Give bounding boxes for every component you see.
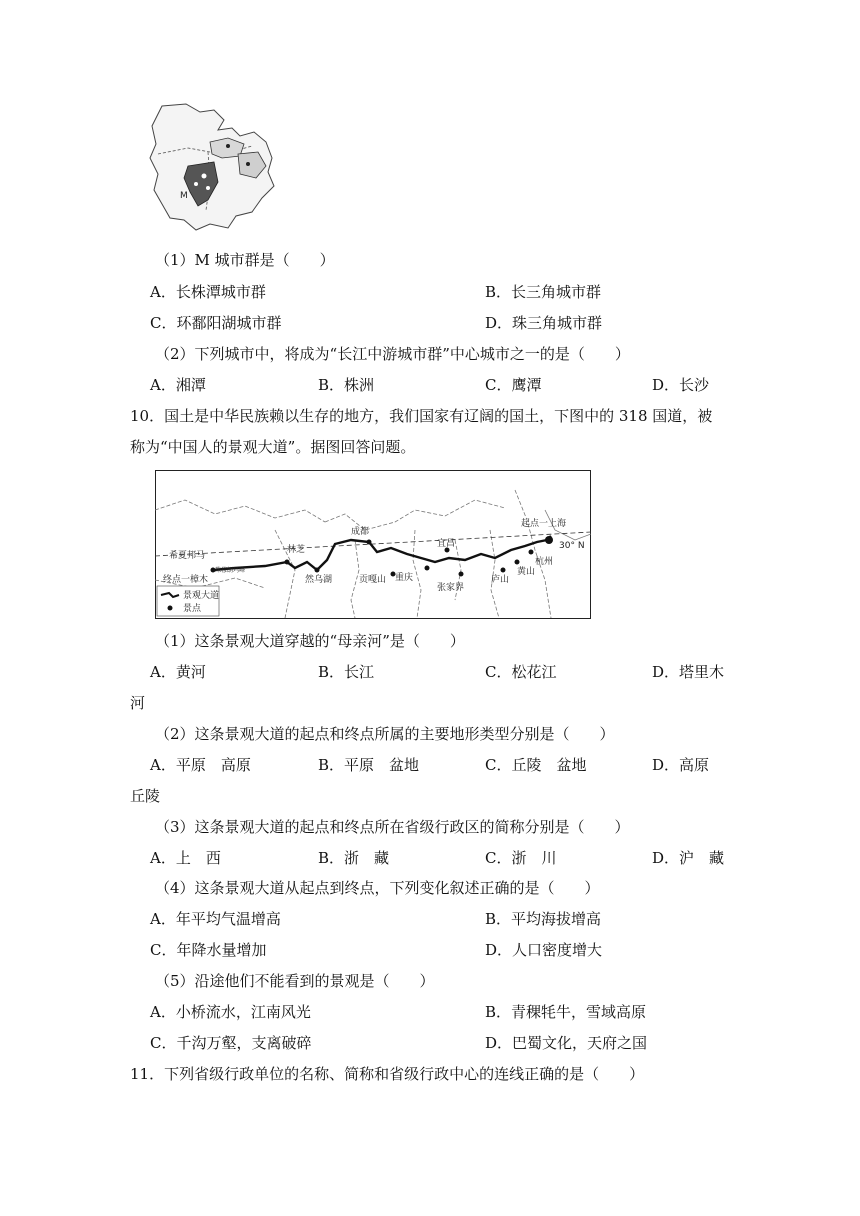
q10-stem-line1: 10．国土是中华民族赖以生存的地方，我们国家有辽阔的国土，下图中的 318 国道，被 bbox=[130, 407, 713, 425]
q10-sub2-option-d-wrap: 丘陵 bbox=[130, 787, 161, 805]
map-label-end: 终点一樟木 bbox=[163, 575, 209, 585]
map-label-gonggashan: 贡嘎山 bbox=[359, 575, 387, 585]
map-label-start: 起点一上海 bbox=[521, 519, 567, 529]
map-label-latitude: 30° N bbox=[559, 541, 585, 551]
q10-sub1-option-c[interactable]: C．松花江 bbox=[485, 663, 557, 681]
q10-sub3-option-d[interactable]: D．沪 藏 bbox=[652, 849, 725, 867]
q10-sub4-option-a[interactable]: A．年平均气温增高 bbox=[150, 910, 281, 928]
q10-sub2-option-d[interactable]: D．高原 bbox=[652, 756, 710, 774]
q9-sub2-option-b[interactable]: B．株洲 bbox=[318, 376, 375, 394]
q10-sub2-option-a[interactable]: A．平原 高原 bbox=[150, 756, 251, 774]
q11-stem: 11．下列省级行政单位的名称、简称和省级行政中心的连线正确的是（ ） bbox=[130, 1065, 645, 1083]
q9-sub2-option-a[interactable]: A．湘潭 bbox=[150, 376, 206, 394]
q10-sub4-stem: （4）这条景观大道从起点到终点，下列变化叙述正确的是（ ） bbox=[155, 879, 600, 897]
q9-sub1-option-d[interactable]: D．珠三角城市群 bbox=[485, 314, 603, 332]
q9-sub2-stem: （2）下列城市中，将成为“长江中游城市群”中心城市之一的是（ ） bbox=[155, 345, 630, 363]
q10-sub1-stem: （1）这条景观大道穿越的“母亲河”是（ ） bbox=[155, 632, 465, 650]
q9-sub1-stem: （1）M 城市群是（ ） bbox=[155, 251, 335, 269]
q10-sub1-option-d-wrap: 河 bbox=[130, 694, 146, 712]
map-label-zhumulangma: 珠穆朗玛峰 bbox=[215, 567, 246, 574]
q9-sub2-option-d[interactable]: D．长沙 bbox=[652, 376, 710, 394]
route-318-map bbox=[155, 470, 591, 620]
q10-sub5-option-c[interactable]: C．千沟万壑，支离破碎 bbox=[150, 1034, 312, 1052]
q10-sub2-stem: （2）这条景观大道的起点和终点所属的主要地形类型分别是（ ） bbox=[155, 725, 615, 743]
q10-sub3-option-b[interactable]: B．浙 藏 bbox=[318, 849, 390, 867]
q10-sub3-option-c[interactable]: C．浙 川 bbox=[485, 849, 557, 867]
map-label-chongqing: 重庆 bbox=[395, 573, 414, 583]
map-label-hangzhou: 杭州 bbox=[535, 557, 554, 567]
map-label-chengdu: 成都 bbox=[351, 527, 370, 537]
legend-road-label: 景观大道 bbox=[183, 591, 220, 601]
map-label-huangshan: 黄山 bbox=[517, 567, 536, 577]
q10-sub4-option-c[interactable]: C．年降水量增加 bbox=[150, 941, 267, 959]
q10-sub4-option-d[interactable]: D．人口密度增大 bbox=[485, 941, 603, 959]
city-cluster-map bbox=[148, 102, 280, 234]
q10-sub5-option-a[interactable]: A．小桥流水，江南风光 bbox=[150, 1003, 311, 1021]
q10-stem-line2: 称为“中国人的景观大道”。据图回答问题。 bbox=[130, 438, 416, 456]
q10-sub1-option-d[interactable]: D．塔里木 bbox=[652, 663, 725, 681]
map-label-zhangjiajie: 张家界 bbox=[437, 583, 465, 593]
q10-sub5-option-d[interactable]: D．巴蜀文化，天府之国 bbox=[485, 1034, 648, 1052]
q10-sub2-option-b[interactable]: B．平原 盆地 bbox=[318, 756, 420, 774]
map-label-lushan: 庐山 bbox=[491, 575, 510, 585]
map-label-xixiabangma: 希夏邦马 bbox=[169, 551, 206, 561]
q9-sub1-option-b[interactable]: B．长三角城市群 bbox=[485, 283, 602, 301]
q10-sub5-stem: （5）沿途他们不能看到的景观是（ ） bbox=[155, 972, 435, 990]
map-label-ranwuhu: 然乌湖 bbox=[305, 575, 333, 585]
q10-sub1-option-a[interactable]: A．黄河 bbox=[150, 663, 206, 681]
legend-spot-label: 景点 bbox=[183, 604, 202, 614]
q10-sub3-stem: （3）这条景观大道的起点和终点所在省级行政区的简称分别是（ ） bbox=[155, 818, 630, 836]
q9-sub1-option-c[interactable]: C．环鄱阳湖城市群 bbox=[150, 314, 282, 332]
q10-sub3-option-a[interactable]: A．上 西 bbox=[150, 849, 221, 867]
map-label-linzhi: 林芝 bbox=[287, 545, 306, 555]
map1-label-m: M bbox=[180, 191, 188, 201]
q10-sub1-option-b[interactable]: B．长江 bbox=[318, 663, 375, 681]
q10-sub4-option-b[interactable]: B．平均海拔增高 bbox=[485, 910, 602, 928]
q9-sub2-option-c[interactable]: C．鹰潭 bbox=[485, 376, 542, 394]
q10-sub5-option-b[interactable]: B．青稞牦牛，雪域高原 bbox=[485, 1003, 647, 1021]
q10-sub2-option-c[interactable]: C．丘陵 盆地 bbox=[485, 756, 587, 774]
map-label-yichang: 宜昌 bbox=[437, 539, 456, 549]
q9-sub1-option-a[interactable]: A．长株潭城市群 bbox=[150, 283, 266, 301]
